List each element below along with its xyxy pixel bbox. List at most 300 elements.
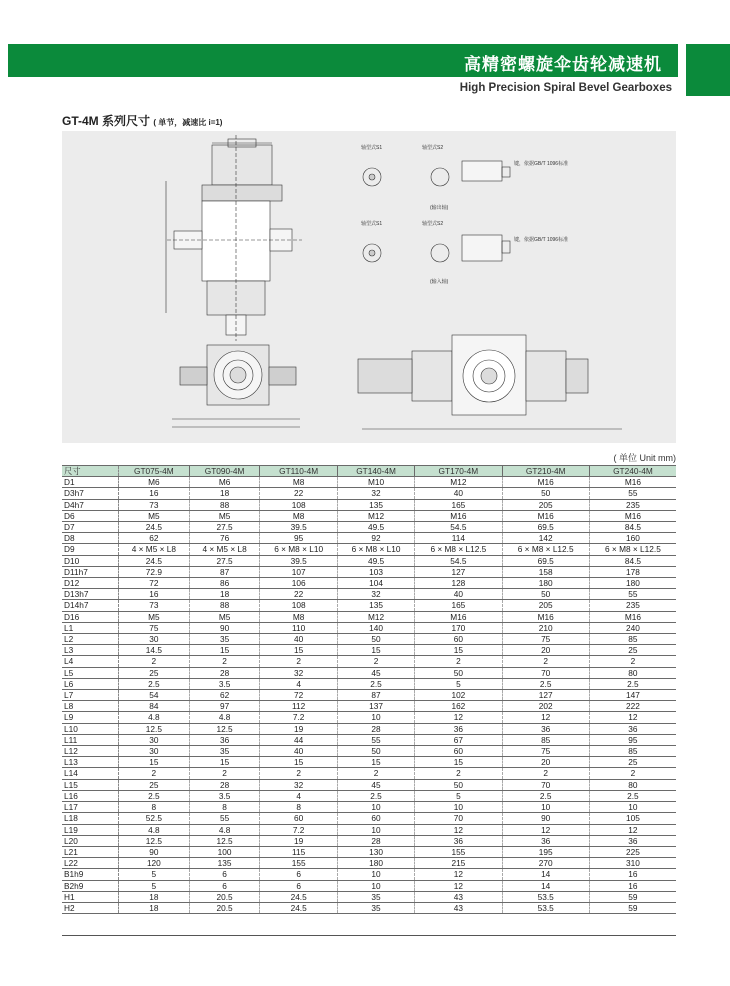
dimension-value: 8	[260, 802, 337, 813]
dimension-value: 2	[589, 768, 676, 779]
dimension-value: 6 × M8 × L12.5	[589, 544, 676, 555]
dimension-value: 2	[415, 768, 502, 779]
dimension-value: 135	[337, 600, 414, 611]
dimension-value: 36	[415, 723, 502, 734]
dimension-value: 45	[337, 779, 414, 790]
dimension-label: D12	[62, 578, 119, 589]
dimension-value: 4.8	[119, 712, 190, 723]
dimension-value: 30	[119, 634, 190, 645]
dimension-value: 45	[337, 667, 414, 678]
table-row	[62, 824, 676, 835]
dimension-value: 16	[589, 880, 676, 891]
dimension-label: D9	[62, 544, 119, 555]
dimension-value: 28	[337, 835, 414, 846]
dimension-label: D1	[62, 477, 119, 488]
dimension-value: 32	[260, 667, 337, 678]
dimension-value: 180	[337, 858, 414, 869]
dimension-label: L2	[62, 634, 119, 645]
dimension-label: D8	[62, 533, 119, 544]
table-row	[62, 846, 676, 857]
dimension-value: 14	[502, 869, 589, 880]
dimension-value: 72	[119, 578, 190, 589]
table-row	[62, 667, 676, 678]
dimension-label: L5	[62, 667, 119, 678]
table-row	[62, 813, 676, 824]
dimension-value: 70	[502, 779, 589, 790]
table-row	[62, 522, 676, 533]
dimension-value: 16	[589, 869, 676, 880]
table-row	[62, 578, 676, 589]
dimension-value: 40	[260, 634, 337, 645]
dimension-value: 20	[502, 757, 589, 768]
table-row	[62, 835, 676, 846]
dimension-value: 2	[260, 656, 337, 667]
dimension-label: D6	[62, 510, 119, 521]
dimension-value: 60	[337, 813, 414, 824]
dimension-value: 95	[589, 734, 676, 745]
dimension-value: 55	[589, 589, 676, 600]
dimension-value: 180	[589, 578, 676, 589]
dimension-value: 6 × M8 × L12.5	[415, 544, 502, 555]
table-row	[62, 746, 676, 757]
dimension-value: 72	[260, 690, 337, 701]
dimension-value: 215	[415, 858, 502, 869]
column-header: GT210-4M	[502, 466, 589, 477]
dimension-value: 76	[189, 533, 260, 544]
dimension-value: 12.5	[189, 723, 260, 734]
dimension-value: 88	[189, 499, 260, 510]
dimension-value: 4.8	[189, 824, 260, 835]
dimension-value: 55	[589, 488, 676, 499]
dimension-label: L4	[62, 656, 119, 667]
table-row	[62, 723, 676, 734]
column-header: GT110-4M	[260, 466, 337, 477]
dimension-value: 70	[502, 667, 589, 678]
dimension-value: 6 × M8 × L12.5	[502, 544, 589, 555]
dimension-value: 6 × M8 × L10	[337, 544, 414, 555]
dimension-value: 18	[189, 488, 260, 499]
dimension-value: 24.5	[260, 902, 337, 913]
table-row	[62, 611, 676, 622]
dimension-value: 10	[589, 802, 676, 813]
dimension-label: L22	[62, 858, 119, 869]
dimension-value: 80	[589, 779, 676, 790]
table-row	[62, 488, 676, 499]
dimension-value: 59	[589, 902, 676, 913]
table-row	[62, 656, 676, 667]
dimension-value: 49.5	[337, 555, 414, 566]
dimension-value: 15	[337, 757, 414, 768]
dimension-value: 142	[502, 533, 589, 544]
dimension-value: 7.2	[260, 712, 337, 723]
dimension-label: L3	[62, 645, 119, 656]
dimension-value: 108	[260, 499, 337, 510]
table-row	[62, 566, 676, 577]
dimension-value: 2	[260, 768, 337, 779]
dimension-value: 95	[260, 533, 337, 544]
dimension-value: 24.5	[119, 522, 190, 533]
table-row	[62, 779, 676, 790]
dimension-value: 40	[260, 746, 337, 757]
dimension-value: 4	[260, 790, 337, 801]
dimension-value: 54.5	[415, 522, 502, 533]
dimension-value: 32	[337, 589, 414, 600]
dimension-value: 4 × M5 × L8	[189, 544, 260, 555]
dimension-value: 15	[260, 757, 337, 768]
dimension-value: 75	[119, 622, 190, 633]
dimension-value: 44	[260, 734, 337, 745]
dimension-value: 52.5	[119, 813, 190, 824]
dimension-value: 12	[415, 869, 502, 880]
dimension-value: 2	[337, 656, 414, 667]
dimension-value: 12	[589, 712, 676, 723]
dimension-value: 18	[119, 902, 190, 913]
dimension-value: 20.5	[189, 891, 260, 902]
dimension-value: 80	[589, 667, 676, 678]
dimension-label: H1	[62, 891, 119, 902]
dimension-value: 16	[119, 589, 190, 600]
column-header: GT170-4M	[415, 466, 502, 477]
dimension-value: 160	[589, 533, 676, 544]
dimension-value: 240	[589, 622, 676, 633]
dimension-value: 90	[119, 846, 190, 857]
dimension-value: 103	[337, 566, 414, 577]
dimension-value: 120	[119, 858, 190, 869]
label-output-shaft: (输出轴)	[430, 205, 449, 211]
dimension-value: 7.2	[260, 824, 337, 835]
dimension-value: 50	[337, 746, 414, 757]
dimension-value: 54.5	[415, 555, 502, 566]
column-header: GT240-4M	[589, 466, 676, 477]
table-row	[62, 622, 676, 633]
dimension-value: 60	[415, 634, 502, 645]
dimension-value: 2	[119, 768, 190, 779]
dimension-value: 86	[189, 578, 260, 589]
dimension-value: 35	[189, 634, 260, 645]
table-row	[62, 499, 676, 510]
dimension-value: 49.5	[337, 522, 414, 533]
section-title	[62, 112, 222, 129]
dimension-value: 43	[415, 891, 502, 902]
dimension-value: 12	[415, 712, 502, 723]
dimension-value: 62	[189, 690, 260, 701]
column-header: GT075-4M	[119, 466, 190, 477]
dimension-value: 20.5	[189, 902, 260, 913]
table-row	[62, 880, 676, 891]
dimension-value: 28	[189, 779, 260, 790]
dimension-value: 12.5	[119, 723, 190, 734]
dimension-value: 180	[502, 578, 589, 589]
dimension-value: 12	[502, 712, 589, 723]
dimension-value: 205	[502, 499, 589, 510]
dimension-value: 67	[415, 734, 502, 745]
dimension-value: 85	[502, 734, 589, 745]
dimension-value: 12	[502, 824, 589, 835]
dimension-value: 87	[337, 690, 414, 701]
dimension-value: 22	[260, 589, 337, 600]
label-shaft-s1b: 轴型式S1	[361, 221, 383, 227]
dimension-value: 127	[415, 566, 502, 577]
label-shaft-s1: 轴型式S1	[361, 145, 383, 151]
dimension-value: 36	[502, 835, 589, 846]
dimension-label: L20	[62, 835, 119, 846]
label-key-note-1: 键，依据GB/T 1096标准	[514, 161, 569, 167]
table-row	[62, 510, 676, 521]
dimension-label: L16	[62, 790, 119, 801]
dimension-value: 15	[189, 645, 260, 656]
dimension-value: 170	[415, 622, 502, 633]
dimension-label: B1h9	[62, 869, 119, 880]
table-row	[62, 768, 676, 779]
dimension-value: 165	[415, 600, 502, 611]
dimension-value: 10	[337, 869, 414, 880]
dimension-value: M12	[415, 477, 502, 488]
dimension-label: B2h9	[62, 880, 119, 891]
dimension-value: 32	[337, 488, 414, 499]
dimension-value: 270	[502, 858, 589, 869]
dimension-label: D7	[62, 522, 119, 533]
dimension-value: 22	[260, 488, 337, 499]
dimension-value: 15	[415, 645, 502, 656]
dimension-value: 5	[119, 880, 190, 891]
dimension-value: 25	[119, 779, 190, 790]
dimension-label: L6	[62, 678, 119, 689]
table-row	[62, 790, 676, 801]
dimension-value: 88	[189, 600, 260, 611]
dimension-value: 53.5	[502, 902, 589, 913]
dimension-value: 12.5	[189, 835, 260, 846]
table-row	[62, 634, 676, 645]
dimension-value: 14.5	[119, 645, 190, 656]
dimension-value: 43	[415, 902, 502, 913]
dimension-value: 18	[119, 891, 190, 902]
dimension-value: 3.5	[189, 678, 260, 689]
dimension-value: 2	[189, 656, 260, 667]
dimension-value: 19	[260, 723, 337, 734]
dimension-value: 225	[589, 846, 676, 857]
dimension-value: 115	[260, 846, 337, 857]
dimension-value: M16	[502, 611, 589, 622]
table-row	[62, 757, 676, 768]
dimension-value: 2	[502, 656, 589, 667]
dimension-value: 4	[260, 678, 337, 689]
dimension-value: 28	[189, 667, 260, 678]
dimension-value: 69.5	[502, 522, 589, 533]
table-row	[62, 533, 676, 544]
dimension-value: 155	[415, 846, 502, 857]
dimension-value: 12	[415, 824, 502, 835]
dimension-value: 100	[189, 846, 260, 857]
dimension-value: 15	[189, 757, 260, 768]
dimension-value: 75	[502, 746, 589, 757]
dimension-value: 90	[502, 813, 589, 824]
dimension-value: 108	[260, 600, 337, 611]
dimension-value: 15	[415, 757, 502, 768]
dimension-value: 202	[502, 701, 589, 712]
dimension-value: 27.5	[189, 522, 260, 533]
dimension-value: 137	[337, 701, 414, 712]
dimension-value: 73	[119, 499, 190, 510]
dimension-value: M12	[337, 611, 414, 622]
dimension-value: 69.5	[502, 555, 589, 566]
label-shaft-s2: 轴型式S2	[422, 145, 444, 151]
dimension-value: 2.5	[337, 790, 414, 801]
dimension-value: M16	[589, 510, 676, 521]
dimension-value: 140	[337, 622, 414, 633]
dimension-value: 235	[589, 499, 676, 510]
dimension-value: 16	[119, 488, 190, 499]
dimension-value: M6	[189, 477, 260, 488]
dimension-value: 235	[589, 600, 676, 611]
table-row	[62, 712, 676, 723]
dimension-value: M16	[589, 477, 676, 488]
dimension-value: 147	[589, 690, 676, 701]
dimension-value: 84	[119, 701, 190, 712]
dimension-value: 127	[502, 690, 589, 701]
dimension-label: H2	[62, 902, 119, 913]
dimension-value: 222	[589, 701, 676, 712]
dimension-value: 35	[337, 891, 414, 902]
header-bar	[8, 44, 678, 77]
dimension-value: M5	[119, 510, 190, 521]
table-row	[62, 589, 676, 600]
dimension-value: 6	[260, 869, 337, 880]
dimension-value: 50	[502, 589, 589, 600]
dimension-value: M5	[189, 510, 260, 521]
dimension-value: 12	[415, 880, 502, 891]
dimension-value: 24.5	[260, 891, 337, 902]
dimension-value: 102	[415, 690, 502, 701]
table-row	[62, 477, 676, 488]
dimension-value: 2	[119, 656, 190, 667]
dimension-value: 55	[337, 734, 414, 745]
section-title-note: ( 单节，减速比 i=1)	[153, 118, 223, 127]
dimension-value: 5	[415, 678, 502, 689]
header-corner-tab	[686, 44, 730, 96]
dimension-value: 36	[589, 835, 676, 846]
dimension-label: D11h7	[62, 566, 119, 577]
dimension-value: 4 × M5 × L8	[119, 544, 190, 555]
dimension-value: M6	[119, 477, 190, 488]
dimension-value: 36	[415, 835, 502, 846]
dimension-value: 97	[189, 701, 260, 712]
dimension-value: M16	[589, 611, 676, 622]
dimension-label: L1	[62, 622, 119, 633]
dimension-value: 2.5	[589, 678, 676, 689]
dimension-value: 10	[337, 712, 414, 723]
dimension-value: 135	[337, 499, 414, 510]
dimension-value: 158	[502, 566, 589, 577]
dimension-value: 25	[119, 667, 190, 678]
table-row	[62, 701, 676, 712]
table-row	[62, 555, 676, 566]
dimension-value: 105	[589, 813, 676, 824]
dimension-value: 114	[415, 533, 502, 544]
dimension-value: 15	[260, 645, 337, 656]
dimension-value: 36	[189, 734, 260, 745]
dimension-value: 2	[189, 768, 260, 779]
dimension-value: M16	[415, 510, 502, 521]
dimension-value: 2	[337, 768, 414, 779]
column-header: 尺寸	[62, 466, 119, 477]
dimension-value: 10	[502, 802, 589, 813]
dimension-value: 130	[337, 846, 414, 857]
dimension-label: L19	[62, 824, 119, 835]
dimension-value: 30	[119, 734, 190, 745]
column-header: GT090-4M	[189, 466, 260, 477]
dimension-value: M8	[260, 611, 337, 622]
dimension-value: 84.5	[589, 555, 676, 566]
dimension-value: 19	[260, 835, 337, 846]
dimension-value: 59	[589, 891, 676, 902]
dimension-label: L18	[62, 813, 119, 824]
dimension-value: 35	[337, 902, 414, 913]
dimension-value: M8	[260, 510, 337, 521]
dimension-label: L12	[62, 746, 119, 757]
dimension-value: 107	[260, 566, 337, 577]
dimension-value: 15	[337, 645, 414, 656]
dimension-value: 10	[337, 802, 414, 813]
dimension-value: M10	[337, 477, 414, 488]
dimension-value: 106	[260, 578, 337, 589]
dimension-value: 50	[415, 667, 502, 678]
table-row	[62, 869, 676, 880]
table-row	[62, 678, 676, 689]
dimension-label: L11	[62, 734, 119, 745]
dimension-label: L7	[62, 690, 119, 701]
dimension-value: 60	[415, 746, 502, 757]
dimension-value: 24.5	[119, 555, 190, 566]
dimension-value: 12.5	[119, 835, 190, 846]
dimension-value: 128	[415, 578, 502, 589]
dimension-value: 73	[119, 600, 190, 611]
dimension-value: 90	[189, 622, 260, 633]
dimension-value: 28	[337, 723, 414, 734]
dimension-value: 8	[189, 802, 260, 813]
dimension-value: 8	[119, 802, 190, 813]
dimension-value: 87	[189, 566, 260, 577]
dimension-label: D10	[62, 555, 119, 566]
dimension-value: 50	[502, 488, 589, 499]
table-row	[62, 734, 676, 745]
dimension-value: 25	[589, 757, 676, 768]
dimension-value: 2.5	[502, 790, 589, 801]
dimension-value: 2.5	[119, 678, 190, 689]
spec-table	[62, 465, 676, 914]
dimension-value: 6	[189, 869, 260, 880]
dimension-label: L13	[62, 757, 119, 768]
section-title-text: GT-4M 系列尺寸	[62, 114, 151, 128]
dimension-value: 2	[502, 768, 589, 779]
dimension-value: 10	[337, 880, 414, 891]
footer-rule	[62, 935, 676, 936]
dimension-value: 2.5	[502, 678, 589, 689]
column-header: GT140-4M	[337, 466, 414, 477]
table-body	[62, 477, 676, 914]
dimension-value: M12	[337, 510, 414, 521]
dimension-value: 36	[502, 723, 589, 734]
dimension-label: L17	[62, 802, 119, 813]
dimension-label: D14h7	[62, 600, 119, 611]
dimension-value: 2.5	[119, 790, 190, 801]
dimension-value: 54	[119, 690, 190, 701]
dimension-value: 53.5	[502, 891, 589, 902]
dimension-value: 20	[502, 645, 589, 656]
dimension-value: 10	[337, 824, 414, 835]
dimension-value: M16	[415, 611, 502, 622]
table-row	[62, 802, 676, 813]
dimension-value: 25	[589, 645, 676, 656]
